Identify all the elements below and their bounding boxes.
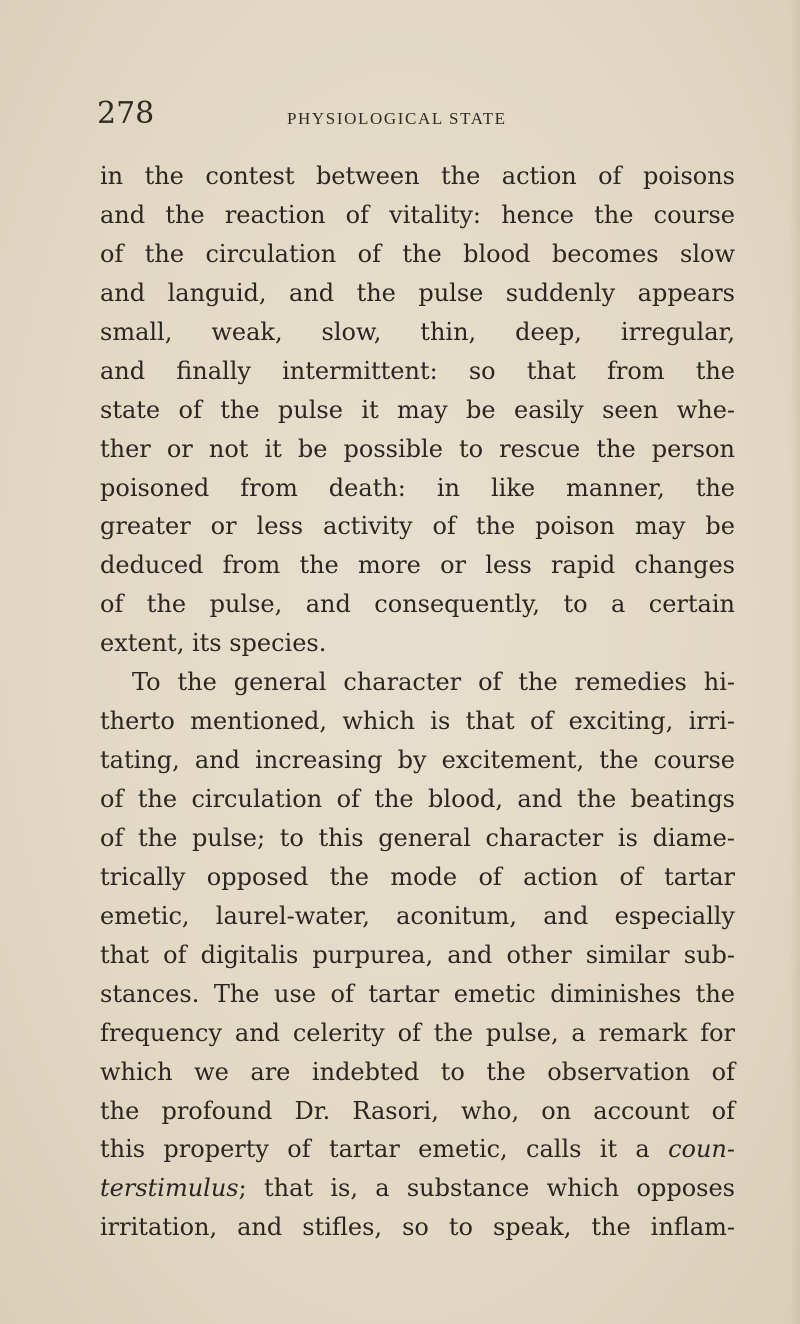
text-line: frequency and celerity of the pulse, a remark for — [100, 1018, 735, 1047]
text-line: state of the pulse it may be easily seen whe- — [100, 395, 735, 424]
text-line: trically opposed the mode of action of tartar — [100, 862, 735, 891]
text-line: of the pulse, and consequently, to a certain — [100, 590, 735, 619]
text-line: deduced from the more or less rapid changes — [100, 551, 735, 580]
italic-term: coun- — [668, 1135, 735, 1164]
text-line: ther or not it be possible to rescue the person — [100, 434, 735, 463]
text-line: tating, and increasing by excitement, the course — [100, 746, 735, 775]
text-line: of the pulse; to this general character is diame- — [100, 823, 735, 852]
text-line: and finally intermittent: so that from the — [100, 356, 735, 385]
page-header — [97, 96, 737, 132]
text-line: which we are indebted to the observation of — [100, 1057, 735, 1086]
text-segment: ; that is, a substance which opposes — [238, 1174, 735, 1203]
text-line: greater or less activity of the poison may be — [100, 512, 735, 541]
text-line: in the contest between the action of poisons — [100, 162, 735, 190]
text-line: extent, its species. — [100, 629, 327, 658]
text-line: stances. The use of tartar emetic diminishes the — [100, 979, 735, 1008]
text-line — [100, 1130, 735, 1169]
text-line: and the reaction of vitality: hence the course — [100, 200, 735, 229]
text-line: and languid, and the pulse suddenly appears — [100, 278, 735, 307]
running-head: PHYSIOLOGICAL STATE — [287, 109, 507, 128]
text-line: of the circulation of the blood becomes slow — [100, 239, 735, 268]
paragraph-start-line: To the general character of the remedies hi- — [132, 668, 735, 697]
page-number: 278 — [97, 96, 155, 131]
text-line: of the circulation of the blood, and the beatings — [100, 785, 735, 813]
text-line: irritation, and stifles, so to speak, the inflam- — [100, 1213, 735, 1242]
text-line — [100, 1169, 735, 1208]
text-line: therto mentioned, which is that of exciting, irri- — [100, 707, 735, 736]
text-line: poisoned from death: in like manner, the — [100, 473, 735, 502]
italic-term: terstimulus — [100, 1174, 239, 1203]
text-segment: this property of tartar emetic, calls it a — [100, 1135, 650, 1164]
text-line: small, weak, slow, thin, deep, irregular, — [100, 317, 735, 346]
text-line: emetic, laurel-water, aconitum, and especially — [100, 901, 735, 930]
text-line: the profound Dr. Rasori, who, on account of — [100, 1096, 735, 1125]
page-edge-shadow — [790, 0, 800, 1324]
body-text — [100, 157, 735, 1247]
text-line: that of digitalis purpurea, and other similar sub- — [100, 940, 735, 969]
